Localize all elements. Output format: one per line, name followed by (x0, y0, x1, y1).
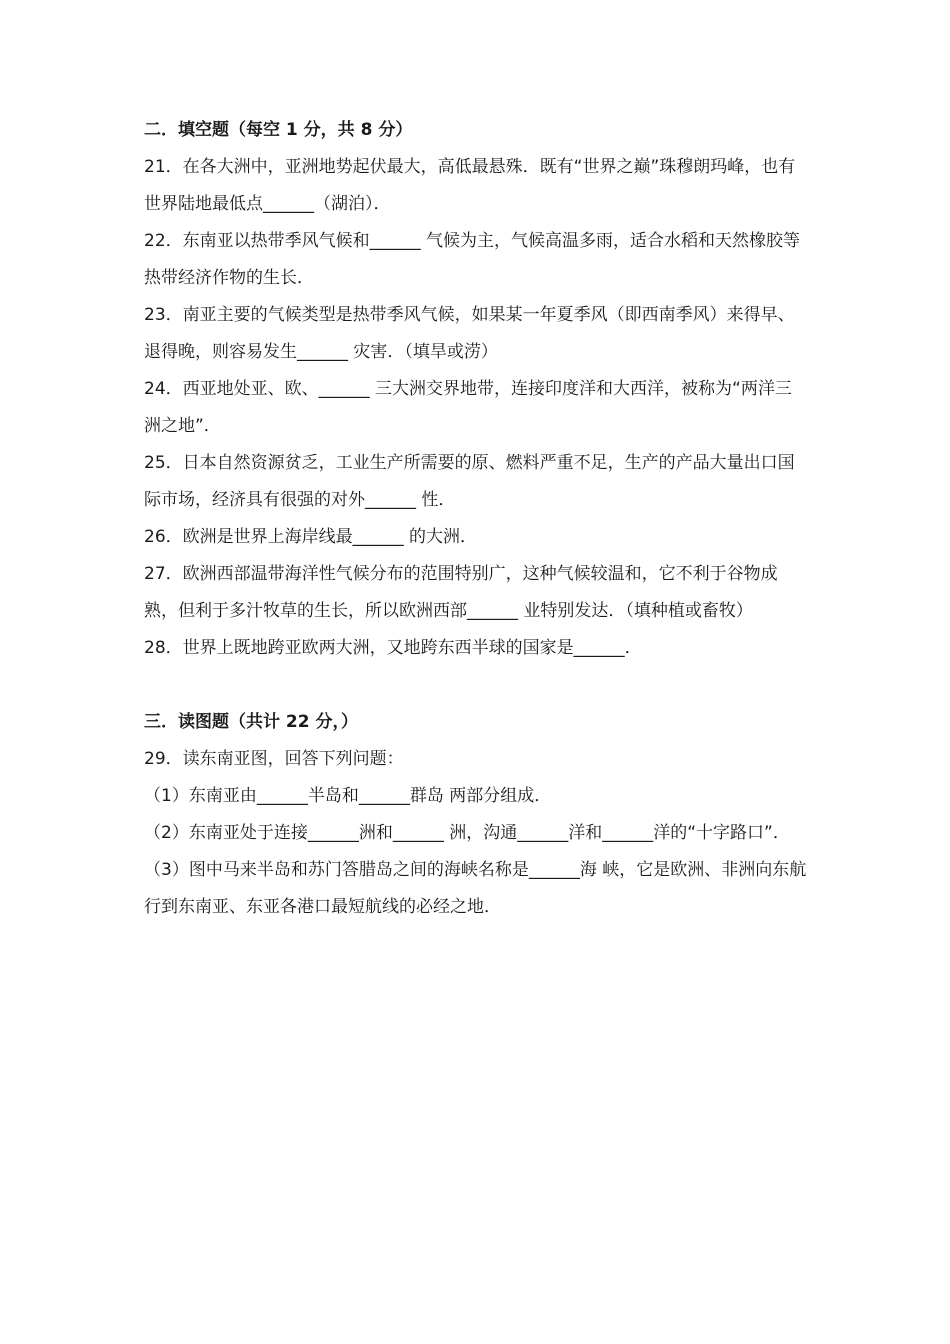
question-29-part-1: （1）东南亚由______半岛和______群岛 两部分组成． (144, 786, 552, 806)
question-24: 24．西亚地处亚、欧、______ 三大洲交界地带，连接印度洋和大西洋，被称为“两洋三洲之地”． (144, 379, 792, 436)
section-spacer (144, 667, 808, 704)
question-21: 21．在各大洲中，亚洲地势起伏最大，高低最悬殊．既有“世界之巅”珠穆朗玛峰，也有世界陆地最低点______（湖泊）． (144, 157, 796, 214)
question-25: 25．日本自然资源贫乏，工业生产所需要的原、燃料严重不足，生产的产品大量出口国际市场，经济具有很强的对外______ 性． (144, 453, 795, 510)
question-29-part-2: （2）东南亚处于连接______洲和______ 洲，沟通______洋和______洋的“十字路口”． (144, 823, 790, 843)
question-26: 26．欧洲是世界上海岸线最______ 的大洲． (144, 527, 478, 547)
question-29-part-3: （3）图中马来半岛和苏门答腊岛之间的海峡名称是______海 峡，它是欧洲、非洲向东航行到东南亚、东亚各港口最短航线的必经之地． (144, 860, 807, 917)
question-28: 28．世界上既地跨亚欧两大洲，又地跨东西半球的国家是______． (144, 638, 642, 658)
section-3-title: 三．读图题（共计 22 分，） (144, 712, 358, 732)
question-23: 23．南亚主要的气候类型是热带季风气候，如果某一年夏季风（即西南季风）来得早、退得晚，则容易发生______ 灾害．（填旱或涝） (144, 305, 795, 362)
question-29: 29．读东南亚图，回答下列问题： (144, 749, 404, 769)
exam-page (144, 112, 808, 926)
section-2-title: 二．填空题（每空 1 分，共 8 分） (144, 120, 413, 140)
question-22: 22．东南亚以热带季风气候和______ 气候为主，气候高温多雨，适合水稻和天然橡胶等热带经济作物的生长． (144, 231, 801, 288)
question-27: 27．欧洲西部温带海洋性气候分布的范围特别广，这种气候较温和，它不利于谷物成熟，但利于多汁牧草的生长，所以欧洲西部______ 业特别发达．（填种植或畜牧） (144, 564, 778, 621)
